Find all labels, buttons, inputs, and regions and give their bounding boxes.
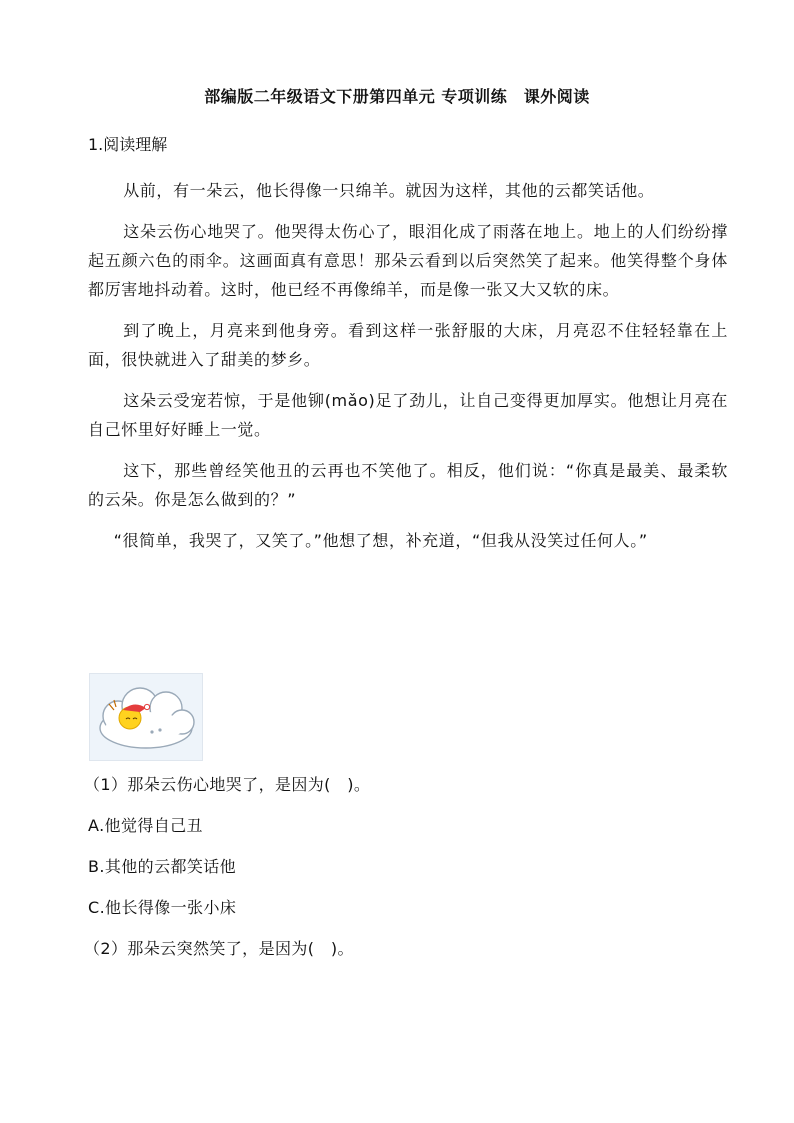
- question-2: （2）那朵云突然笑了，是因为( )。: [84, 939, 354, 958]
- story-paragraph: 这朵云受宠若惊，于是他铆(mǎo)足了劲儿，让自己变得更加厚实。他想让月亮在自己怀里好好睡上一觉。: [88, 391, 728, 439]
- option-b: B.其他的云都笑话他: [88, 857, 237, 876]
- option-c: C.他长得像一张小床: [88, 898, 237, 917]
- cloud-moon-illustration: [89, 673, 203, 761]
- cloud-moon-icon: [90, 674, 202, 760]
- section-heading: 1.阅读理解: [88, 135, 168, 154]
- story-paragraph: 这下，那些曾经笑他丑的云再也不笑他了。相反，他们说：“你真是最美、最柔软的云朵。你是怎么做到的？”: [88, 461, 728, 509]
- story-paragraph: 到了晚上，月亮来到他身旁。看到这样一张舒服的大床，月亮忍不住轻轻靠在上面，很快就进入了甜美的梦乡。: [88, 321, 728, 369]
- question-list: [84, 773, 724, 978]
- option-a: A.他觉得自己丑: [88, 816, 203, 835]
- story-text: [88, 176, 728, 567]
- page-title: 部编版二年级语文下册第四单元 专项训练 课外阅读: [204, 87, 590, 106]
- story-paragraph: 从前，有一朵云，他长得像一只绵羊。就因为这样，其他的云都笑话他。: [123, 181, 655, 200]
- story-paragraph: 这朵云伤心地哭了。他哭得太伤心了，眼泪化成了雨落在地上。地上的人们纷纷撑起五颜六色的雨伞。这画面真有意思！那朵云看到以后突然笑了起来。他笑得整个身体都厉害地抖动着。这时，他已经不再像绵羊，而是像一张又大又软的床。: [88, 222, 728, 299]
- story-paragraph: “很简单，我哭了，又笑了。”他想了想，补充道，“但我从没笑过任何人。”: [113, 531, 648, 550]
- question-1: （1）那朵云伤心地哭了，是因为( )。: [84, 775, 371, 794]
